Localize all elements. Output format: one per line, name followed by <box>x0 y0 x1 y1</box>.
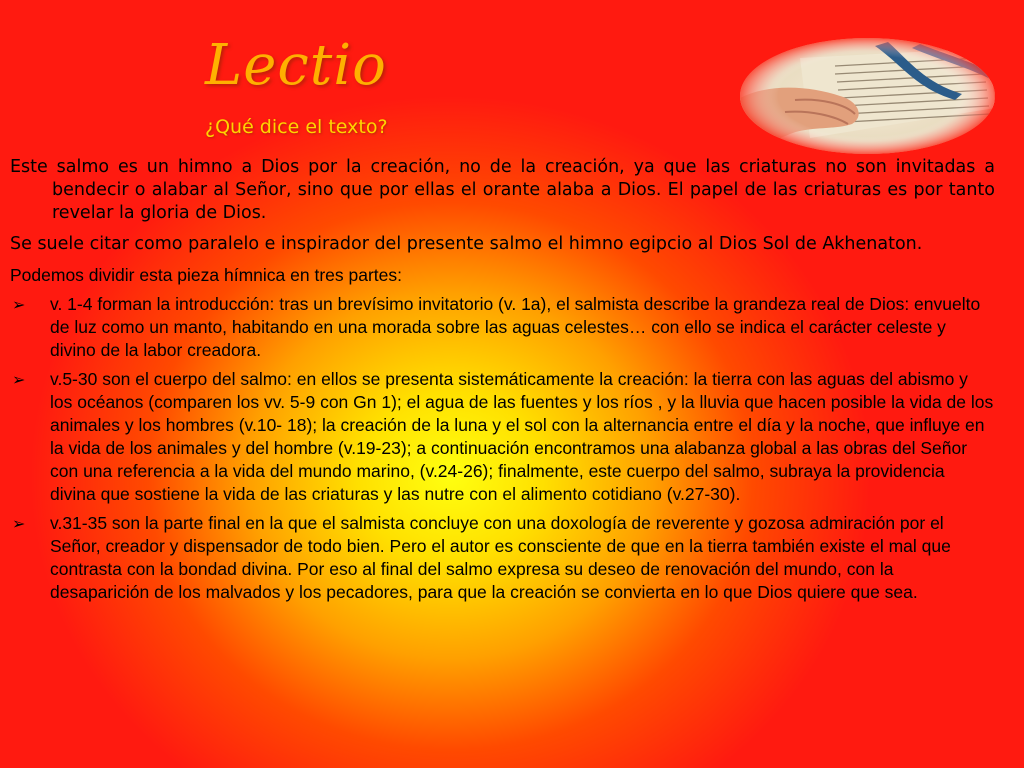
paragraph-akhenaton: Se suele citar como paralelo e inspirador del presente salmo el himno egipcio al Dios Sol de Akhenaton. <box>10 234 923 254</box>
list-item <box>10 512 995 604</box>
bullet-text-conclusion: v.31-35 son la parte final en la que el salmista concluye con una doxología de reverente y gozosa admiración por el Señor, creador y dispensador de todo bien. Pero el autor es consciente de que en la tierra también existe el mal que contrasta con la bondad divina. Por eso al final del salmo expresa su deseo de renovación del mundo, con la desaparición de los malvados y los pecadores, para que la creación se convierta en lo que Dios quiere que sea. <box>50 513 951 602</box>
slide-title: Lectio <box>205 33 387 98</box>
arrowhead-bullet-icon: ➢ <box>12 295 26 314</box>
paragraph-divide-intro: Podemos dividir esta pieza hímnica en tres partes: <box>10 265 402 285</box>
list-item <box>10 293 995 362</box>
slide-content <box>10 156 995 610</box>
bullet-text-introduction: v. 1-4 forman la introducción: tras un brevísimo invitatorio (v. 1a), el salmista describe la grandeza real de Dios: envuelto de luz como un manto, habitando en una morada sobre las aguas celestes… con ello se indica el carácter celeste y divino de la labor creadora. <box>50 294 981 360</box>
bullet-text-body: v.5-30 son el cuerpo del salmo: en ellos se presenta sistemáticamente la creación: la tierra con las aguas del abismo y los océanos (comparen los vv. 5-9 con Gn 1); el agua de las fuentes y los ríos , y la lluvia que hacen posible la vida de los animales y los hombres (v.10- 18); la creación de la luna y el sol con la alternancia entre el día y la noche, que influye en la vida de los animales y del hombre (v.19-23); a continuación encontramos una alabanza global a las obras del Señor con una referencia a la vida del mundo marino, (v.24-26); finalmente, este cuerpo del salmo, subraya la providencia divina que sostiene la vida de las criaturas y las nutre con el alimento cotidiano (v.27-30). <box>50 369 994 504</box>
arrowhead-bullet-icon: ➢ <box>12 370 26 389</box>
bible-illustration <box>740 38 995 154</box>
arrowhead-bullet-icon: ➢ <box>12 514 26 533</box>
slide-subtitle: ¿Qué dice el texto? <box>205 116 388 138</box>
paragraph-creation-hymn: Este salmo es un himno a Dios por la creación, no de la creación, ya que las criaturas no son invitadas a bendecir o alabar al Señor, sino que por ellas el orante alaba a Dios. El papel de las criaturas es por tanto revelar la gloria de Dios. <box>10 157 995 223</box>
list-item <box>10 368 995 506</box>
bible-hand-image <box>740 38 995 154</box>
